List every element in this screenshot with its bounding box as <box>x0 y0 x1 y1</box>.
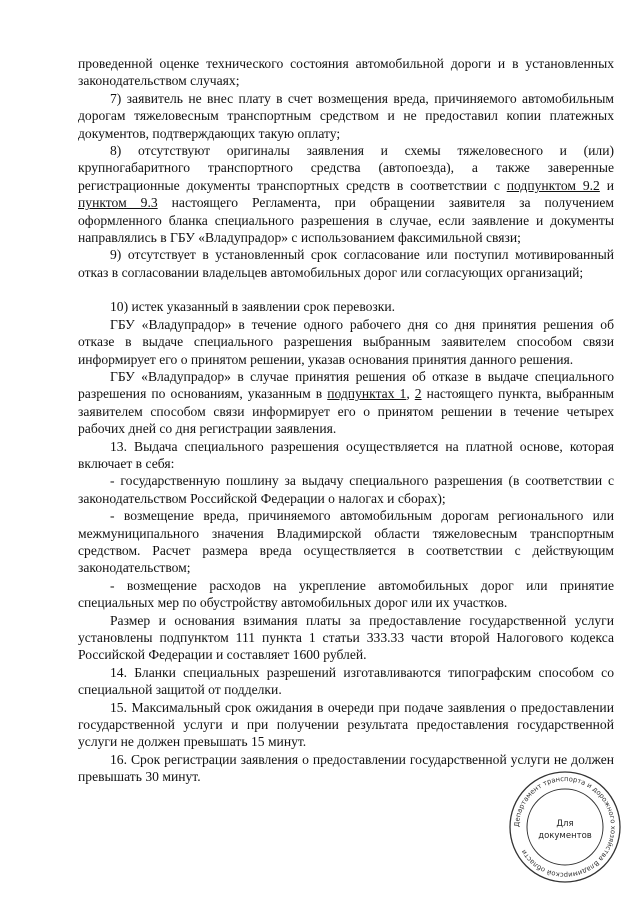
paragraph-item-8-text-1: 8) отсутствуют оригиналы заявления и схемы тяжеловесного и (или) крупногабаритного транспортного средства (автопоезда), а также заверенные регистрационные документы транспортных средств в соответствии с <box>78 143 614 193</box>
paragraph-item-8-text-3: настоящего Регламента, при обращении заявителя за получением оформленного бланка специального разрешения в случае, если заявление и документы направлялись в ГБУ «Владупрадор» с использованием факсимильной связи; <box>78 195 614 246</box>
paragraph-13-duty: - государственную пошлину за выдачу специального разрешения (в соответствии с законодательством Российской Федерации о налогах и сборах); <box>78 473 614 506</box>
document-page <box>78 55 614 786</box>
stamp-center-line-1: Для <box>556 819 574 829</box>
link-subpoint-1[interactable]: подпунктах 1 <box>327 386 407 402</box>
paragraph-15: 15. Максимальный срок ожидания в очереди при подаче заявления о предоставлении государственной услуги и при получении результата предоставления государственной услуги не должен превышать 15 минут. <box>78 699 614 750</box>
stamp-ring-text: Департамент транспорта и дорожного хозяйства Владимирской области <box>512 774 618 880</box>
link-subpoint-2[interactable]: 2 <box>414 386 422 402</box>
paragraph-item-8-text-2: и <box>599 177 614 193</box>
paragraph-14: 14. Бланки специальных разрешений изготавливаются типографским способом со специальной защитой от подделки. <box>78 664 614 698</box>
link-point-9-3[interactable]: пунктом 9.3 <box>78 195 158 211</box>
paragraph-refusal-subpoints-text-2: настоящего пункта, выбранным заявителем способом связи информирует его о принятом решении в течение четырех рабочих дней со дня регистрации заявления. <box>78 386 614 437</box>
link-subpoint-9-2[interactable]: подпунктом 9.2 <box>506 177 600 193</box>
paragraph-13-expenses: - возмещение расходов на укрепление автомобильных дорог или принятие специальных мер по обустройству автомобильных дорог или их участков. <box>78 577 614 611</box>
paragraph-item-10: 10) истек указанный в заявлении срок перевозки. <box>110 299 396 315</box>
paragraph-item-9: 9) отсутствует в установленный срок согласование или поступил мотивированный отказ в согласовании владельцев автомобильных дорог или согласующих организаций; <box>78 247 614 280</box>
paragraph-13: 13. Выдача специального разрешения осуществляется на платной основе, которая включает в себя: <box>78 438 614 471</box>
official-stamp <box>508 770 622 884</box>
paragraph-16: 16. Срок регистрации заявления о предоставлении государственной услуги не должен превышать 30 минут. <box>78 751 614 785</box>
paragraph-13-damage: - возмещение вреда, причиняемого автомобильным дорогам регионального или межмуниципального значения Владимирской области тяжеловесным транспортным средством. Расчет размера вреда осуществляется в соответствии с действующим законодательством; <box>78 508 614 576</box>
paragraph-continuation: проведенной оценке технического состояния автомобильной дороги и в установленных законодательством случаях; <box>78 56 614 89</box>
paragraph-refusal-subpoints <box>78 368 614 438</box>
paragraph-refusal-subpoints-text-1: ГБУ «Владупрадор» в случае принятия решения об отказе в выдаче специального разрешения по основаниям, указанным в <box>78 368 614 402</box>
paragraph-refusal-subpoints-comma: , <box>406 386 415 402</box>
paragraph-item-7: 7) заявитель не внес плату в счет возмещения вреда, причиняемого автомобильным дорогам тяжеловесным транспортным средством и не предоставил копии платежных документов, подтверждающих такую оплату; <box>78 90 614 141</box>
paragraph-refusal-notice: ГБУ «Владупрадор» в течение одного рабочего дня со дня принятия решения об отказе в выдаче специального разрешения выбранным заявителем способом связи информирует его о принятом решении, указав основания принятия данного решения. <box>78 316 614 367</box>
paragraph-13-fee: Размер и основания взимания платы за предоставление государственной услуги установлены подпунктом 111 пункта 1 статьи 333.33 части второй Налогового кодекса Российской Федерации и составляет 1600 рублей. <box>78 612 614 663</box>
paragraph-item-8 <box>78 142 614 246</box>
stamp-center-line-2: документов <box>538 831 592 841</box>
